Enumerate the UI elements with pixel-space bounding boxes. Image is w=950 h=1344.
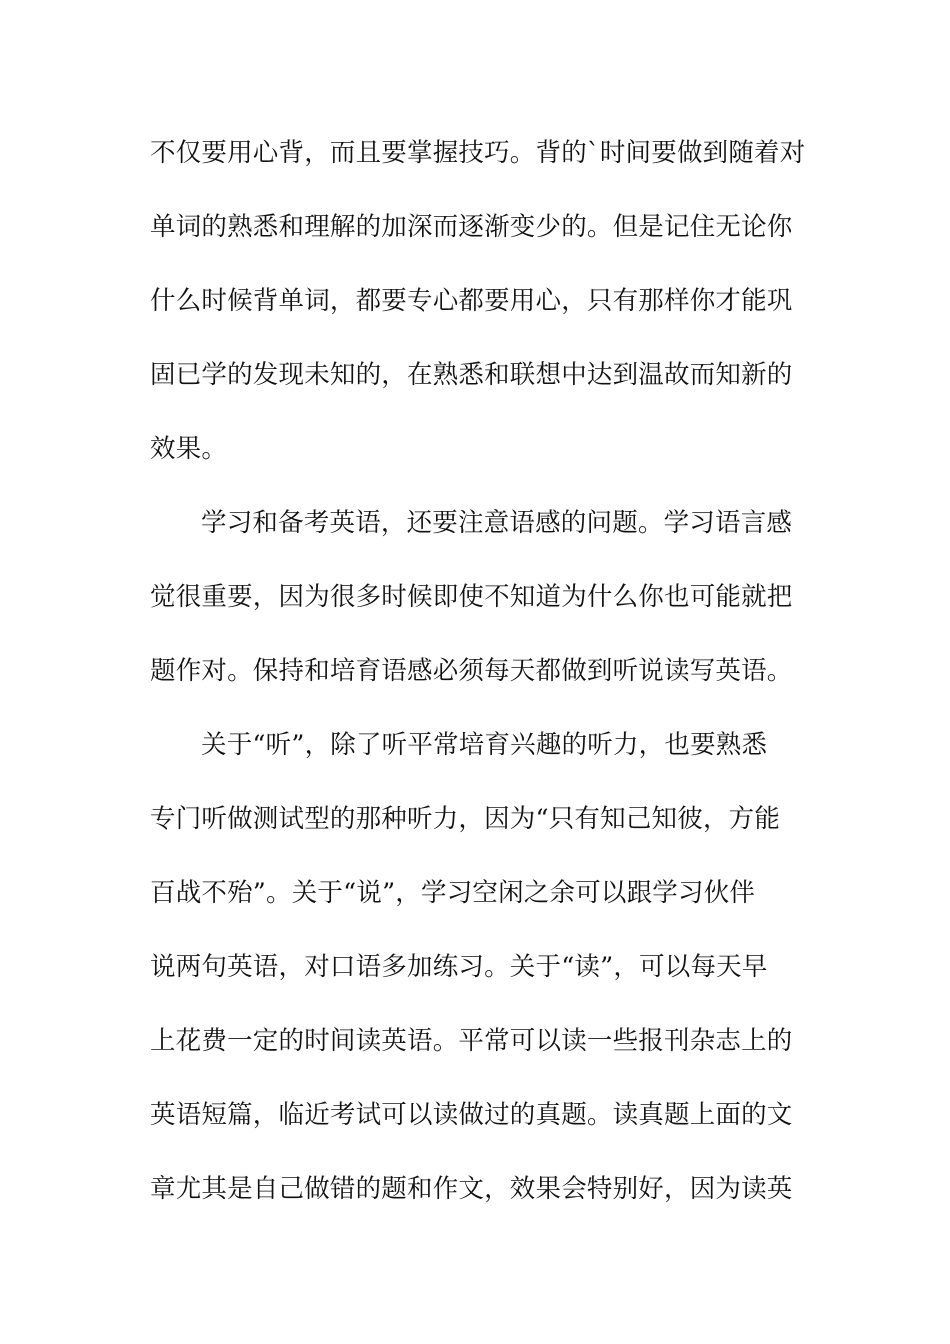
text-line: 专门听做测试型的那种听力，因为“只有知己知彼，方能	[150, 804, 781, 834]
text-line: 章尤其是自己做错的题和作文，效果会特别好，因为读英	[150, 1174, 793, 1204]
text-line: 上花费一定的时间读英语。平常可以读一些报刊杂志上的	[150, 1026, 793, 1056]
text-line: 说两句英语，对口语多加练习。关于“读”，可以每天早	[150, 952, 768, 982]
text-line: 效果。	[150, 434, 228, 464]
text-line: 单词的熟悉和理解的加深而逐渐变少的。但是记住无论你	[150, 212, 793, 242]
text-line: 英语短篇，临近考试可以读做过的真题。读真题上面的文	[150, 1100, 793, 1130]
text-line: 百战不殆”。关于“说”，学习空闲之余可以跟学习伙伴	[150, 878, 756, 908]
text-line: 不仅要用心背，而且要掌握技巧。背的`时间要做到随着对	[150, 138, 806, 168]
text-line: 学习和备考英语，还要注意语感的问题。学习语言感	[201, 508, 793, 538]
text-line: 关于“听”，除了听平常培育兴趣的听力，也要熟悉	[201, 730, 768, 760]
text-line: 什么时候背单词，都要专心都要用心，只有那样你才能巩	[150, 286, 793, 316]
text-line: 题作对。保持和培育语感必须每天都做到听说读写英语。	[150, 656, 793, 686]
text-line: 觉很重要，因为很多时候即使不知道为什么你也可能就把	[150, 582, 793, 612]
text-line: 固已学的发现未知的，在熟悉和联想中达到温故而知新的	[150, 360, 793, 390]
